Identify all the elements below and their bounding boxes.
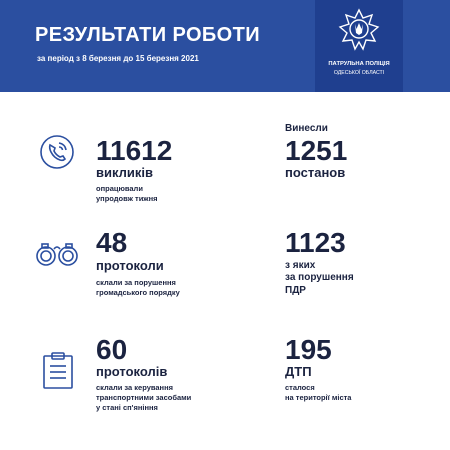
traffic-line-1: з яких xyxy=(285,260,316,271)
page-title: РЕЗУЛЬТАТИ РОБОТИ xyxy=(35,24,261,46)
protocols-drunk-value: 60 xyxy=(96,334,128,365)
fines-prefix: Винесли xyxy=(285,123,328,134)
fines-value: 1251 xyxy=(285,135,348,166)
police-region: ОДЕСЬКОЇ ОБЛАСТІ xyxy=(333,70,385,76)
protocols-drunk-label: протоколів xyxy=(96,364,168,379)
protocols-drunk-desc-1: склали за керування xyxy=(96,383,173,392)
traffic-value: 1123 xyxy=(285,227,346,258)
traffic-line-2: за порушення xyxy=(285,272,354,283)
protocols-order-desc-2: громадського порядку xyxy=(96,288,180,297)
police-logo-box xyxy=(315,0,403,92)
protocols-drunk-desc-3: у стані сп'яніння xyxy=(96,403,158,412)
protocols-order-label: протоколи xyxy=(96,258,164,273)
protocols-order-value: 48 xyxy=(96,227,128,258)
police-name: ПАТРУЛЬНА ПОЛІЦІЯ xyxy=(328,61,390,67)
accidents-label: ДТП xyxy=(285,364,312,379)
accidents-desc-2: на території міста xyxy=(285,393,352,402)
document-icon xyxy=(40,350,76,390)
police-badge-icon xyxy=(337,8,381,52)
traffic-line-3: ПДР xyxy=(285,285,306,296)
period-subtitle: за період з 8 березня до 15 березня 2021 xyxy=(37,54,199,63)
handcuffs-icon xyxy=(34,240,80,270)
phone-icon xyxy=(37,132,77,172)
calls-value: 11612 xyxy=(96,135,173,166)
accidents-value: 195 xyxy=(285,334,332,365)
calls-label: викликів xyxy=(96,165,154,180)
fines-label: постанов xyxy=(285,165,346,180)
calls-desc-1: опрацювали xyxy=(96,184,143,193)
header-banner xyxy=(0,0,450,92)
protocols-order-desc-1: склали за порушення xyxy=(96,278,176,287)
protocols-drunk-desc-2: транспортними засобами xyxy=(96,393,192,402)
calls-desc-2: упродовж тижня xyxy=(96,194,158,203)
accidents-desc-1: сталося xyxy=(285,383,315,392)
